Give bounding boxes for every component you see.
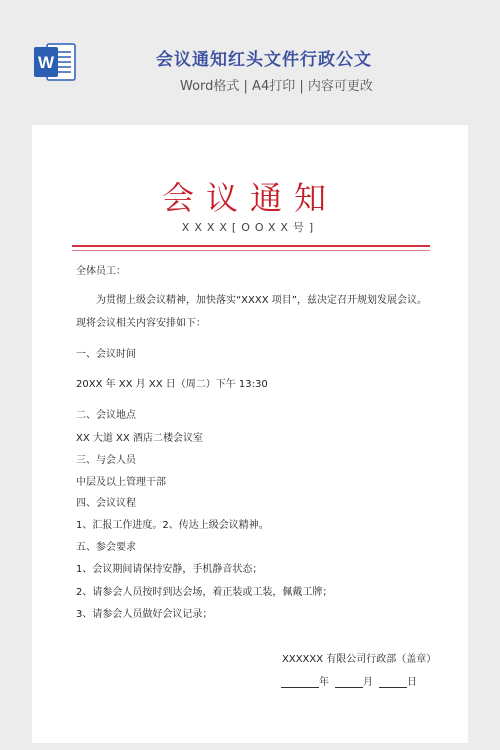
place-value: XX 大道 XX 酒店二楼会议室 [76,433,203,444]
agenda-value: 1、汇报工作进度。2、传达上级会议精神。 [76,520,269,531]
date-line [281,673,417,688]
attendees-heading: 三、与会人员 [76,455,136,466]
document-title: 会议通知 [161,179,338,217]
place-heading: 二、会议地点 [76,410,136,421]
year-label: 年 [319,677,329,688]
red-rule [72,245,430,247]
agenda-heading: 四、会议议程 [76,498,136,509]
day-label: 日 [407,677,417,688]
day-blank [379,676,407,688]
attendees-value: 中层及以上管理干部 [76,477,166,488]
requirement-item: 1、会议期间请保持安静，手机静音状态； [76,564,263,575]
time-value: 20XX 年 XX 月 XX 日（周二）下午 13:30 [76,379,268,390]
requirements-heading: 五、参会要求 [76,542,136,553]
year-blank [281,676,319,688]
intro-line-2: 现将会议相关内容安排如下： [76,318,206,329]
requirement-item: 3、请参会人员做好会议记录； [76,609,213,620]
time-heading: 一、会议时间 [76,349,136,360]
page-title: 会议通知红头文件行政公文 [156,50,372,70]
month-blank [335,676,363,688]
document-number: XXXX[OOXX号] [181,221,319,234]
word-icon [33,42,77,82]
month-label: 月 [363,677,373,688]
requirement-item: 2、请参会人员按时到达会场，着正装或工装，佩戴工牌； [76,587,333,598]
signature: XXXXXX 有限公司行政部（盖章） [282,654,437,665]
document-page [32,125,468,743]
page-subtitle: Word格式 | A4打印 | 内容可更改 [180,79,373,94]
salutation: 全体员工： [76,266,126,277]
svg-text:W: W [37,53,55,72]
red-rule-thin [72,250,430,251]
header [0,0,500,112]
intro-line-1: 为贯彻上级会议精神，加快落实“XXXX 项目”，兹决定召开规划发展会议。 [96,295,427,306]
